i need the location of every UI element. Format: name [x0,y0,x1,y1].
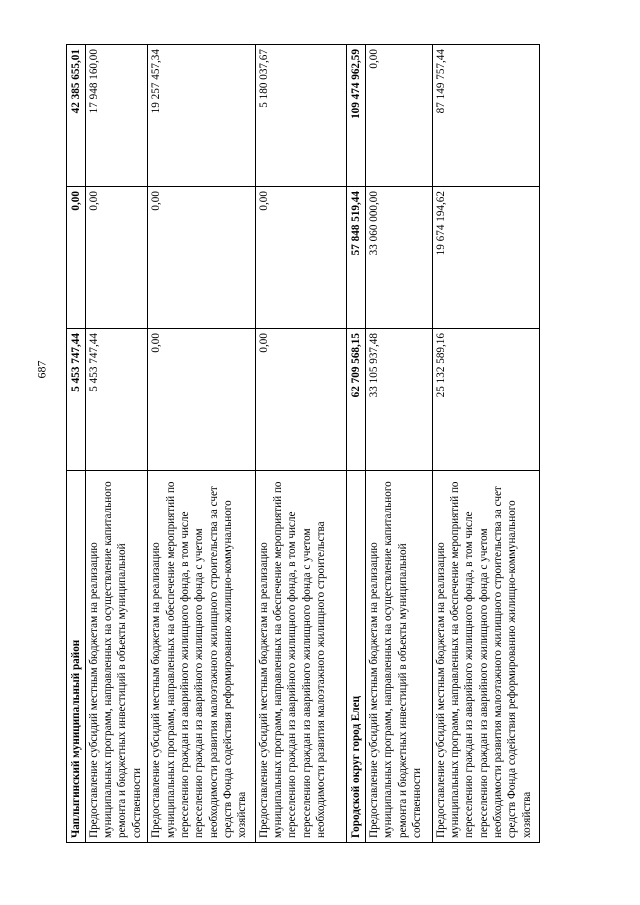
row-value-3: 42 385 655,01 [67,45,86,187]
row-value-1: 5 453 747,44 [67,329,86,471]
table-row [432,45,539,843]
row-name: Предоставление субсидий местным бюджетам на реализацию муниципальных программ, направленных на осуществление капитального ремонта и бюджетных инвестиций в объекты муниципальной собственности [85,471,148,843]
row-name: Предоставление субсидий местным бюджетам на реализацию муниципальных программ, направленных на осуществление капитального ремонта и бюджетных инвестиций в объекты муниципальной собственности [366,471,433,843]
table-row-group [347,45,366,843]
row-value-2: 57 848 519,44 [347,187,366,329]
row-value-3: 87 149 757,44 [432,45,539,187]
row-name: Предоставление субсидий местным бюджетам на реализацию муниципальных программ, направленных на обеспечение мероприятий по переселению граждан из аварийного жилищного фонда, в том числе переселению граждан из аварийного жилищного фонда с учетом необходимости развития малоэтажного жилищного строительства за счет средств Фонда содействия реформированию жилищно-коммунального хозяйства [148,471,255,843]
budget-table [66,44,540,843]
row-value-3: 109 474 962,59 [347,45,366,187]
row-value-3: 17 948 160,00 [85,45,148,187]
row-value-1: 62 709 568,15 [347,329,366,471]
table-row-group [67,45,86,843]
rotated-table-container [66,45,540,843]
row-value-1: 33 105 937,48 [366,329,433,471]
row-value-3: 5 180 037,67 [255,45,347,187]
row-value-1: 0,00 [255,329,347,471]
table-row [255,45,347,843]
row-value-1: 0,00 [148,329,255,471]
row-name: Предоставление субсидий местным бюджетам на реализацию муниципальных программ, направленных на обеспечение мероприятий по переселению граждан из аварийного жилищного фонда, в том числе переселению граждан из аварийного жилищного фонда с учетом необходимости развития малоэтажного жилищного строительства [255,471,347,843]
row-value-2: 0,00 [67,187,86,329]
row-name: Городской округ город Елец [347,471,366,843]
table-row [148,45,255,843]
page-number: 687 [34,360,49,379]
row-value-1: 25 132 589,16 [432,329,539,471]
row-value-2: 0,00 [148,187,255,329]
row-name: Предоставление субсидий местным бюджетам на реализацию муниципальных программ, направленных на обеспечение мероприятий по переселению граждан из аварийного жилищного фонда, в том числе переселению граждан из аварийного жилищного фонда с учетом необходимости развития малоэтажного жилищного строительства за счет средств Фонда содействия реформированию жилищно-коммунального хозяйства [432,471,539,843]
row-value-2: 19 674 194,62 [432,187,539,329]
row-value-2: 0,00 [85,187,148,329]
row-name: Чаплыгинский муниципальный район [67,471,86,843]
row-value-3: 0,00 [366,45,433,187]
row-value-3: 19 257 457,34 [148,45,255,187]
table-row [366,45,433,843]
row-value-1: 5 453 747,44 [85,329,148,471]
row-value-2: 0,00 [255,187,347,329]
table-row [85,45,148,843]
row-value-2: 33 060 000,00 [366,187,433,329]
